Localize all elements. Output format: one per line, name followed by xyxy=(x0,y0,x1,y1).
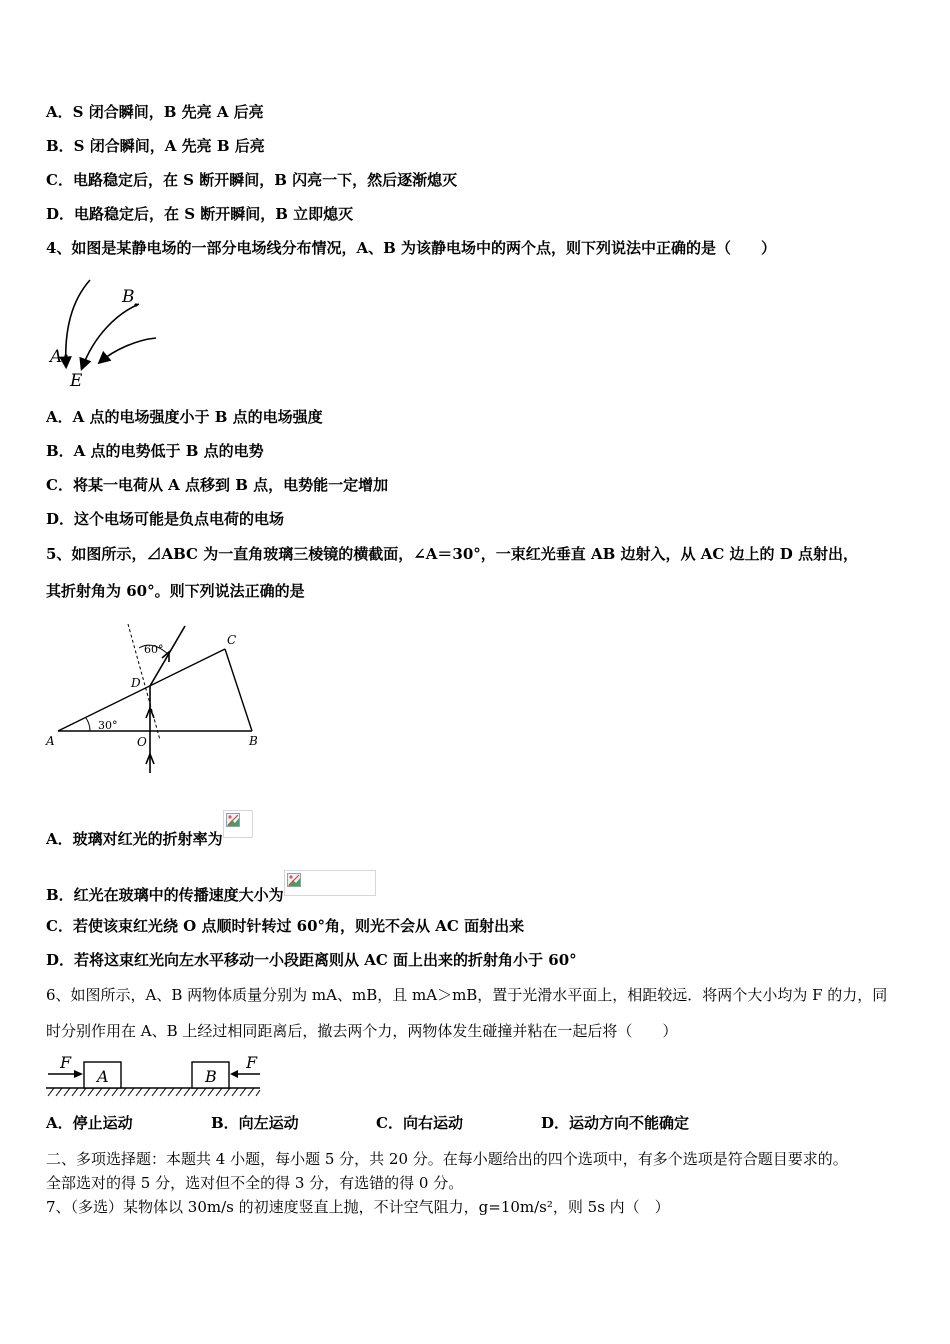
q5-stem-line2: 其折射角为 60°。则下列说法正确的是 xyxy=(46,582,305,600)
q6-label-f-left: F xyxy=(60,1053,72,1072)
q5-stem-line1: 5、如图所示，⊿ABC 为一直角玻璃三棱镜的横截面，∠A＝30°，一束红光垂直 AB 边射入，从 AC 边上的 D 点射出， xyxy=(46,545,859,563)
q5-option-a xyxy=(46,810,253,849)
q7-stem: 7、（多选）某物体以 30m/s 的初速度竖直上抛，不计空气阻力，g=10m/s²，则 5s 内（ ） xyxy=(46,1198,670,1216)
q5-angle-30: 30° xyxy=(98,719,118,732)
section2-line2: 全部选对的得 5 分，选对但不全的得 3 分，有选错的得 0 分。 xyxy=(46,1174,464,1192)
q5-option-d: D．若将这束红光向左水平移动一小段距离则从 AC 面上出来的折射角小于 60° xyxy=(46,951,577,969)
q6-label-a: A xyxy=(97,1067,109,1086)
q6-stem-line1: 6、如图所示，A、B 两物体质量分别为 mA、mB，且 mA＞mB，置于光滑水平面上，相距较远．将两个大小均为 F 的力，同 xyxy=(46,986,888,1004)
q5-label-b: B xyxy=(249,734,258,748)
broken-image-icon xyxy=(223,810,253,838)
q5-label-d: D xyxy=(131,676,141,690)
q4-label-e: E xyxy=(70,371,83,391)
section2-line1: 二、多项选择题：本题共 4 小题，每小题 5 分，共 20 分。在每小题给出的四个选项中，有多个选项是符合题目要求的。 xyxy=(46,1150,848,1168)
q4-label-a: A xyxy=(50,347,63,367)
q4-option-d: D．这个电场可能是负点电荷的电场 xyxy=(46,510,285,528)
broken-image-icon xyxy=(284,870,376,896)
q5-angle-60: 60° xyxy=(144,643,164,656)
q4-stem: 4、如图是某静电场的一部分电场线分布情况，A、B 为该静电场中的两个点，则下列说法中正确的是（ ） xyxy=(46,239,776,257)
q6-stem-line2: 时分别作用在 A、B 上经过相同距离后，撤去两个力，两物体发生碰撞并粘在一起后将（ ） xyxy=(46,1022,678,1040)
q3-option-a: A．S 闭合瞬间，B 先亮 A 后亮 xyxy=(46,103,264,121)
q5-label-o: O xyxy=(137,735,147,749)
q6-label-b: B xyxy=(205,1067,217,1086)
q4-option-c: C．将某一电荷从 A 点移到 B 点，电势能一定增加 xyxy=(46,476,389,494)
q5-option-b xyxy=(46,870,376,905)
q3-option-d: D．电路稳定后，在 S 断开瞬间，B 立即熄灭 xyxy=(46,205,354,223)
q5-label-c: C xyxy=(227,633,237,647)
q4-option-b: B．A 点的电势低于 B 点的电势 xyxy=(46,442,264,460)
q5-option-c: C．若使该束红光绕 O 点顺时针转过 60°角，则光不会从 AC 面射出来 xyxy=(46,917,525,935)
q6-option-a: A．停止运动 xyxy=(46,1114,133,1132)
image-placeholder-icon xyxy=(226,813,240,827)
q6-option-d: D．运动方向不能确定 xyxy=(541,1114,690,1132)
q4-field-lines-figure xyxy=(44,276,169,391)
q6-option-c: C．向右运动 xyxy=(376,1114,463,1132)
q6-blocks-figure xyxy=(46,1050,266,1100)
q6-options-row xyxy=(46,1113,689,1133)
q3-option-c: C．电路稳定后，在 S 断开瞬间，B 闪亮一下，然后逐渐熄灭 xyxy=(46,171,458,189)
q6-label-f-right: F xyxy=(246,1053,258,1072)
q5-option-a-text: A．玻璃对红光的折射率为 xyxy=(46,830,223,848)
q4-label-b: B xyxy=(122,287,135,307)
q5-label-a: A xyxy=(46,734,55,748)
q5-option-b-text: B．红光在玻璃中的传播速度大小为 xyxy=(46,886,284,904)
image-placeholder-icon xyxy=(287,873,301,887)
q6-option-b: B．向左运动 xyxy=(211,1114,299,1132)
q5-prism-figure xyxy=(44,618,274,778)
q4-option-a: A．A 点的电场强度小于 B 点的电场强度 xyxy=(46,408,323,426)
q3-option-b: B．S 闭合瞬间，A 先亮 B 后亮 xyxy=(46,137,265,155)
